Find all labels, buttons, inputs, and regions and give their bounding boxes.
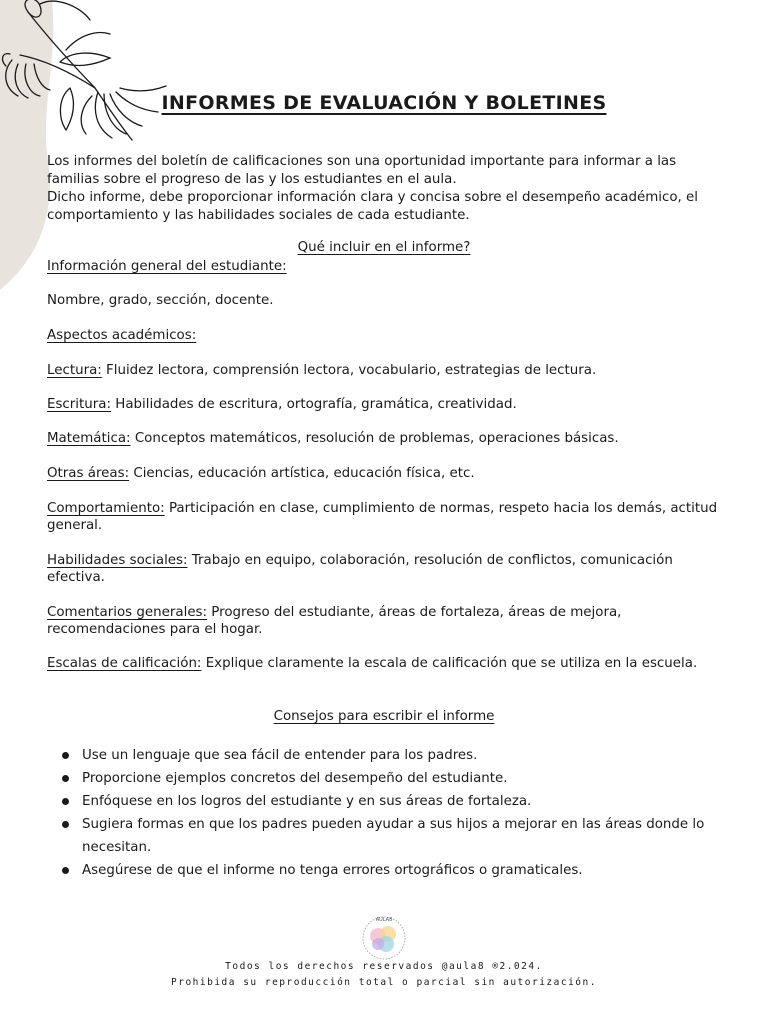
section-comentarios-generales (47, 604, 723, 638)
intro-paragraph: Dicho informe, debe proporcionar información clara y concisa sobre el desempeño académico, el comportamiento y las habilidades sociales de cada estudiante. (47, 190, 698, 223)
logo-text: AULA8 (375, 917, 393, 923)
section-otras-areas (47, 465, 723, 482)
section-label: Escritura: (47, 397, 111, 412)
section-comportamiento (47, 500, 723, 534)
section-escalas-calificacion (47, 655, 723, 672)
section-habilidades-sociales (47, 552, 723, 586)
footer-notice: Prohibida su reproducción total o parcial sin autorización. (171, 977, 597, 988)
section-label: Habilidades sociales: (47, 553, 188, 568)
intro-text (47, 153, 723, 225)
section-matematica (47, 430, 723, 447)
academic-heading: Aspectos académicos: (47, 328, 197, 343)
general-info-text: Nombre, grado, sección, docente. (47, 293, 274, 308)
section-text: Participación en clase, cumplimiento de normas, respeto hacia los demás, actitud general. (47, 501, 718, 533)
section-label: Escalas de calificación: (47, 656, 202, 671)
section-lectura (47, 362, 723, 379)
list-item: Enfóquese en los logros del estudiante y en sus áreas de fortaleza. (60, 790, 710, 813)
floral-corner-decoration (0, 0, 200, 300)
list-item: Sugiera formas en que los padres pueden ayudar a sus hijos a mejorar en las áreas donde lo necesitan. (60, 813, 710, 859)
list-item: Proporcione ejemplos concretos del desempeño del estudiante. (60, 767, 710, 790)
section-label: Otras áreas: (47, 466, 130, 481)
section-text: Fluidez lectora, comprensión lectora, vocabulario, estrategias de lectura. (101, 363, 597, 378)
section-text: Conceptos matemáticos, resolución de problemas, operaciones básicas. (130, 431, 619, 446)
intro-paragraph: Los informes del boletín de calificaciones son una oportunidad importante para informar a las familias sobre el progreso de las y los estudiantes en el aula. (47, 154, 677, 187)
tips-heading: Consejos para escribir el informe (273, 709, 495, 724)
page-title: INFORMES DE EVALUACIÓN Y BOLETINES (161, 92, 607, 114)
footer-copyright: Todos los derechos reservados @aula8 ®2.024. (225, 961, 543, 972)
general-info-label: Información general del estudiante: (47, 259, 287, 274)
section-label: Comportamiento: (47, 501, 165, 516)
list-item: Use un lenguaje que sea fácil de entender para los padres. (60, 744, 710, 767)
section-label: Comentarios generales: (47, 605, 208, 620)
section-escritura (47, 396, 723, 413)
list-item: Asegúrese de que el informe no tenga errores ortográficos o gramaticales. (60, 859, 710, 882)
section-label: Matemática: (47, 431, 131, 446)
section-text: Explique claramente la escala de calificación que se utiliza en la escuela. (201, 656, 698, 671)
section-text: Trabajo en equipo, colaboración, resolución de conflictos, comunicación efectiva. (47, 553, 673, 585)
section-text: Habilidades de escritura, ortografía, gramática, creatividad. (111, 397, 517, 412)
section-label: Lectura: (47, 363, 102, 378)
section-text: Progreso del estudiante, áreas de fortaleza, áreas de mejora, recomendaciones para el hogar. (47, 605, 622, 637)
include-heading: Qué incluir en el informe? (297, 240, 471, 255)
section-text: Ciencias, educación artística, educación física, etc. (129, 466, 475, 481)
tips-list (60, 744, 710, 882)
aula8-logo (356, 914, 412, 962)
